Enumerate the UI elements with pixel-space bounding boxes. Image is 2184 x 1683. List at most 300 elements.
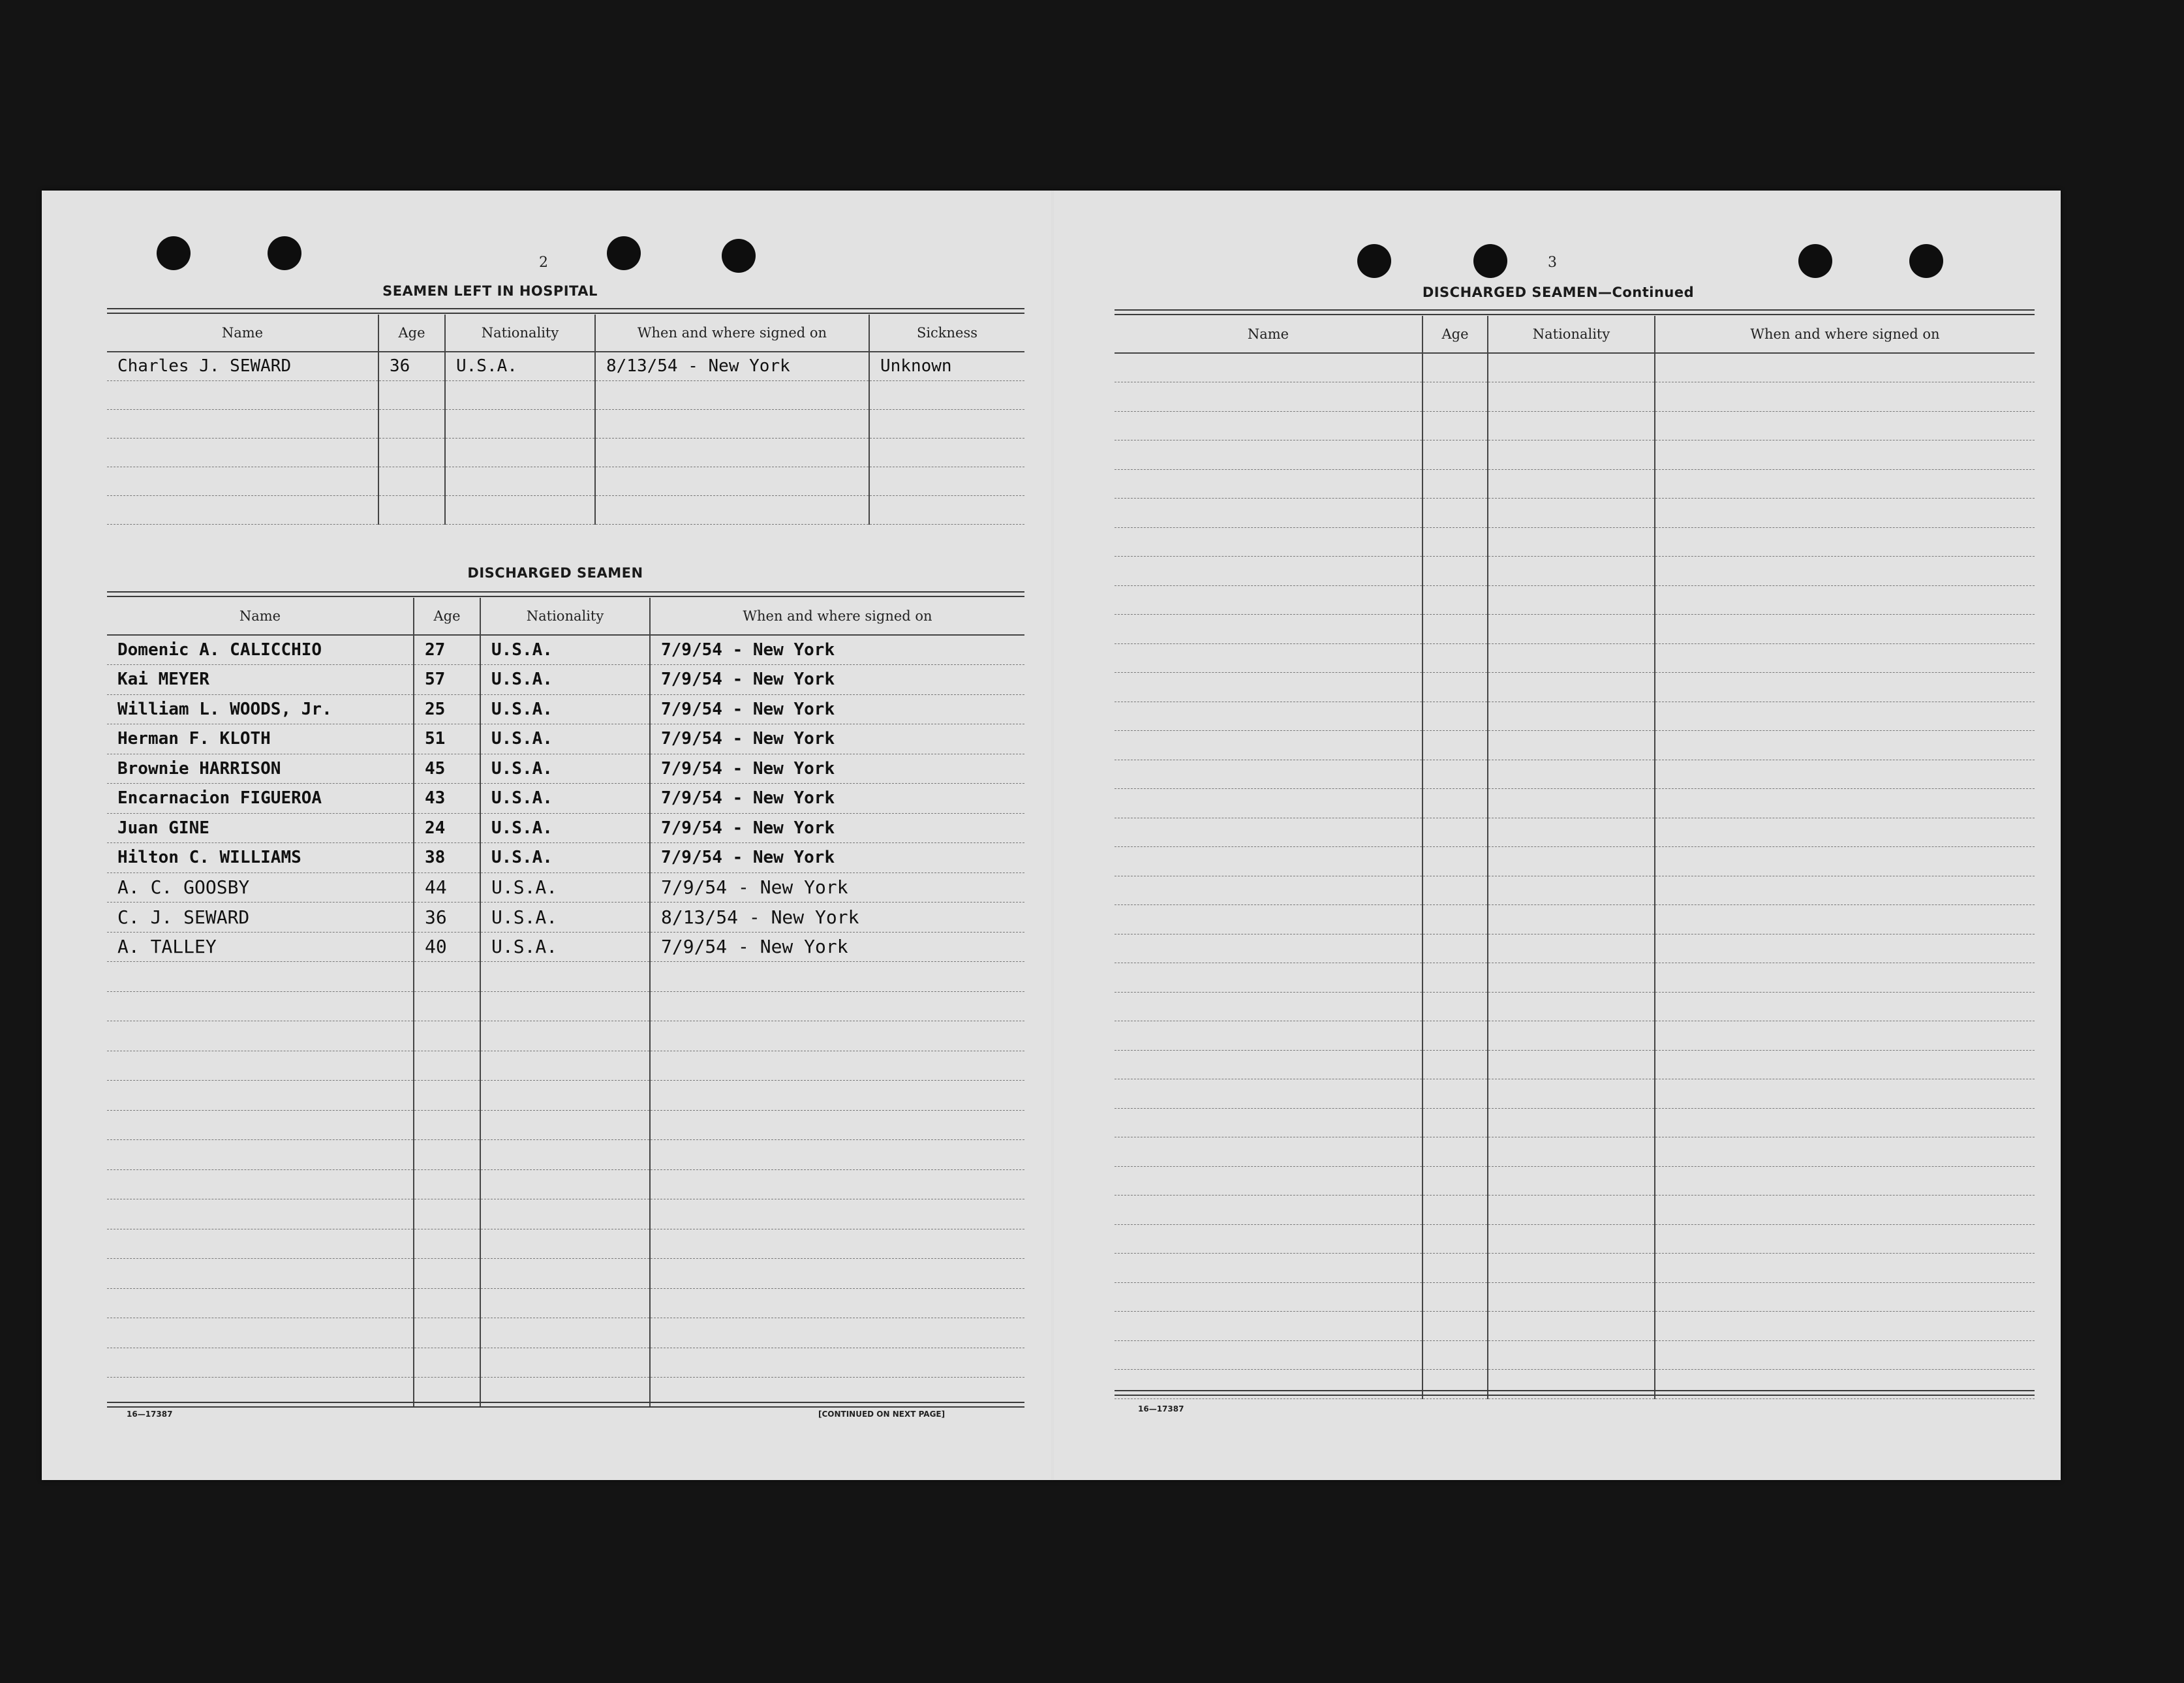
hospital-cell [869,409,1024,438]
discharged-cell [480,1288,650,1318]
continued-cell [1488,499,1655,528]
hospital-cell [378,467,445,495]
continued-cell [1655,818,2035,847]
discharged-cell [107,1169,414,1199]
continued-cell [1655,353,2035,382]
continued-cell [1488,643,1655,673]
continued-table-row [1115,673,2035,702]
hospital-cell [869,380,1024,409]
discharged-cell: 7/9/54 - New York [650,932,1024,962]
discharged-cell: 7/9/54 - New York [650,784,1024,814]
discharged-cell [107,1021,414,1051]
discharged-cell [414,962,480,992]
discharged-cell: 40 [414,932,480,962]
discharged-cell [480,1140,650,1170]
discharged-cell: 7/9/54 - New York [650,724,1024,754]
discharged-cell [480,962,650,992]
hospital-table-row [107,495,1024,524]
discharged-cell [414,991,480,1021]
continued-cell [1423,527,1488,557]
hospital-cell [445,495,595,524]
continued-cell [1115,1224,1423,1254]
punch-hole [1909,244,1943,278]
continued-cell [1115,1340,1423,1370]
discharged-cell: U.S.A. [480,813,650,843]
continued-cell [1423,731,1488,760]
continued-cell [1655,1196,2035,1225]
discharged-cell [480,1229,650,1259]
discharged-cell: 57 [414,665,480,695]
continued-cell [1423,469,1488,499]
discharged-cell [107,1199,414,1229]
discharged-cell [414,1051,480,1081]
document-sheet [42,191,2061,1480]
continued-cell [1488,585,1655,615]
continued-cell [1488,1282,1655,1312]
continued-cell [1488,673,1655,702]
discharged-cell [414,1110,480,1140]
continued-cell [1655,1312,2035,1341]
hospital-table-row [107,409,1024,438]
continued-cell [1115,702,1423,731]
continued-cell [1423,585,1488,615]
discharged-column-header: When and where signed on [650,598,1024,635]
continued-cell [1115,1137,1423,1167]
continued-cell [1655,760,2035,789]
continued-cell [1655,992,2035,1021]
hospital-column-header: Nationality [445,315,595,352]
continued-cell [1115,440,1423,470]
discharged-table-row [107,1288,1024,1318]
continued-cell [1115,1021,1423,1051]
continued-cell [1488,702,1655,731]
hospital-cell [107,409,378,438]
continued-cell [1115,527,1423,557]
continued-table-row [1115,1312,2035,1341]
continued-cell [1115,1282,1423,1312]
hospital-column-header: Age [378,315,445,352]
discharged-cell [414,1199,480,1229]
discharged-cell [480,1051,650,1081]
continued-table-row [1115,992,2035,1021]
punch-hole [1357,244,1391,278]
hospital-cell [595,409,869,438]
continued-cell [1423,760,1488,789]
discharged-cell [414,1169,480,1199]
hospital-cell [869,495,1024,524]
discharged-cell: A. C. GOOSBY [107,872,414,903]
discharged-table-row [107,991,1024,1021]
hospital-cell [107,438,378,467]
discharged-cell: 27 [414,635,480,665]
continued-cell [1488,905,1655,934]
discharged-table-row [107,784,1024,814]
discharged-cell: 8/13/54 - New York [650,903,1024,933]
continued-table-row [1115,789,2035,818]
continued-cell [1423,1108,1488,1137]
discharged-cell [650,1259,1024,1289]
continued-cell [1655,585,2035,615]
continued-cell [1423,1196,1488,1225]
discharged-table-row [107,1259,1024,1289]
continued-table-row [1115,1224,2035,1254]
discharged-cell [650,1318,1024,1348]
hospital-cell: Unknown [869,352,1024,380]
punch-hole [607,236,641,270]
discharged-cell: U.S.A. [480,784,650,814]
continued-table-row [1115,1137,2035,1167]
discharged-cell: U.S.A. [480,903,650,933]
continued-cell [1115,818,1423,847]
continued-cell [1488,876,1655,905]
continued-cell [1488,1340,1655,1370]
hospital-cell [869,438,1024,467]
continued-table-row [1115,963,2035,993]
discharged-table-row [107,1229,1024,1259]
continued-column-header: Nationality [1488,316,1655,353]
continued-cell [1655,1282,2035,1312]
continued-table-row [1115,411,2035,440]
discharged-section-title: DISCHARGED SEAMEN [467,565,643,581]
discharged-cell [480,1110,650,1140]
continued-table-row [1115,1021,2035,1051]
continued-cell [1488,818,1655,847]
continued-cell [1423,818,1488,847]
discharged-cell [480,1081,650,1111]
discharged-table-row [107,1318,1024,1348]
continued-cell [1488,1137,1655,1167]
discharged-cell: U.S.A. [480,843,650,873]
hospital-cell [445,380,595,409]
hospital-table-row [107,380,1024,409]
discharged-cell: 45 [414,754,480,784]
continued-cell [1488,731,1655,760]
hospital-cell: Charles J. SEWARD [107,352,378,380]
form-number: 16—17387 [127,1410,173,1419]
discharged-cell [414,1021,480,1051]
hospital-column-header: When and where signed on [595,315,869,352]
continued-table-row [1115,527,2035,557]
continued-table-row [1115,353,2035,382]
discharged-cell [107,962,414,992]
continued-cell [1423,557,1488,586]
form-number: 16—17387 [1138,1404,1184,1413]
bottom-rule [107,1402,1024,1408]
continued-cell [1115,469,1423,499]
continued-cell [1115,1050,1423,1079]
hospital-cell [595,380,869,409]
discharged-cell: 7/9/54 - New York [650,843,1024,873]
continued-table-row [1115,760,2035,789]
continued-cell [1423,1224,1488,1254]
discharged-cell: U.S.A. [480,754,650,784]
discharged-table-row [107,813,1024,843]
continued-table [1115,316,2035,1399]
continued-cell [1115,411,1423,440]
continued-cell [1423,905,1488,934]
discharged-cell: U.S.A. [480,724,650,754]
discharged-cell: 7/9/54 - New York [650,665,1024,695]
discharged-table-row [107,1081,1024,1111]
hospital-column-header: Name [107,315,378,352]
continued-cell [1115,615,1423,644]
hospital-cell [378,380,445,409]
continued-cell [1423,615,1488,644]
discharged-cell: U.S.A. [480,872,650,903]
section-rule [1115,309,2035,315]
continued-cell [1423,353,1488,382]
hospital-cell: 36 [378,352,445,380]
continued-cell [1423,1282,1488,1312]
discharged-table-row [107,932,1024,962]
continued-cell [1115,963,1423,993]
continued-cell [1488,1196,1655,1225]
continued-cell [1423,876,1488,905]
continued-cell [1655,469,2035,499]
page-fold [1052,191,1054,1480]
continued-cell [1115,1166,1423,1196]
hospital-table [107,315,1024,525]
continued-table-row [1115,847,2035,876]
discharged-table [107,598,1024,1408]
discharged-table-row [107,1348,1024,1378]
discharged-table-row [107,1021,1024,1051]
discharged-cell: 7/9/54 - New York [650,754,1024,784]
continued-cell [1115,1079,1423,1109]
continued-cell [1115,1108,1423,1137]
continued-cell [1115,1196,1423,1225]
discharged-table-row [107,635,1024,665]
continued-cell [1488,760,1655,789]
discharged-column-header: Nationality [480,598,650,635]
page-number: 3 [1548,255,1557,271]
discharged-table-row [107,754,1024,784]
discharged-cell [107,1110,414,1140]
discharged-table-row [107,1051,1024,1081]
continued-cell [1115,847,1423,876]
punch-hole [722,239,756,273]
continued-cell [1655,847,2035,876]
continued-cell [1115,585,1423,615]
discharged-column-header: Age [414,598,480,635]
continued-cell [1423,1079,1488,1109]
continued-table-row [1115,643,2035,673]
discharged-cell: 7/9/54 - New York [650,813,1024,843]
continued-cell [1655,1021,2035,1051]
punch-hole [157,236,191,270]
continued-table-row [1115,557,2035,586]
continued-cell [1423,1166,1488,1196]
continued-cell [1115,992,1423,1021]
continued-cell [1488,963,1655,993]
continued-cell [1488,1166,1655,1196]
continued-cell [1115,1312,1423,1341]
continued-table-row [1115,1079,2035,1109]
continued-cell [1115,876,1423,905]
continued-cell [1115,643,1423,673]
continued-table-row [1115,1166,2035,1196]
continued-cell [1655,1050,2035,1079]
discharged-column-header: Name [107,598,414,635]
continued-cell [1655,905,2035,934]
section-rule [107,308,1024,314]
discharged-table-row [107,1169,1024,1199]
discharged-cell: U.S.A. [480,932,650,962]
continued-cell [1423,992,1488,1021]
discharged-cell: C. J. SEWARD [107,903,414,933]
discharged-cell [480,1199,650,1229]
continued-cell [1655,1108,2035,1137]
continued-cell [1115,789,1423,818]
continued-table-row [1115,382,2035,412]
discharged-cell [107,1288,414,1318]
discharged-cell: Herman F. KLOTH [107,724,414,754]
continued-cell [1655,963,2035,993]
continued-cell [1488,615,1655,644]
continued-cell [1655,382,2035,412]
continued-cell [1655,876,2035,905]
discharged-cell: 38 [414,843,480,873]
continued-cell [1488,1254,1655,1283]
continued-cell [1488,527,1655,557]
continued-cell [1115,934,1423,963]
continued-cell [1115,905,1423,934]
continued-table-row [1115,702,2035,731]
continued-cell [1655,731,2035,760]
continued-cell [1655,499,2035,528]
discharged-table-row [107,1140,1024,1170]
continued-table-row [1115,905,2035,934]
continued-cell [1423,789,1488,818]
continued-cell [1488,557,1655,586]
discharged-cell [414,1348,480,1378]
continued-cell [1655,1079,2035,1109]
discharged-cell: U.S.A. [480,694,650,724]
hospital-table-row [107,438,1024,467]
discharged-cell [107,991,414,1021]
continued-cell [1655,411,2035,440]
continued-column-header: When and where signed on [1655,316,2035,353]
continued-cell [1488,353,1655,382]
continued-cell [1655,1340,2035,1370]
discharged-cell [414,1081,480,1111]
hospital-cell [869,467,1024,495]
discharged-cell [414,1259,480,1289]
continued-cell [1488,1312,1655,1341]
discharged-cell: 7/9/54 - New York [650,635,1024,665]
discharged-cell: 51 [414,724,480,754]
discharged-cell: Encarnacion FIGUEROA [107,784,414,814]
section-rule [107,591,1024,597]
continued-cell [1488,847,1655,876]
continued-cell [1655,557,2035,586]
page-number: 2 [539,255,548,271]
continued-cell [1488,1108,1655,1137]
discharged-cell: A. TALLEY [107,932,414,962]
hospital-cell [107,495,378,524]
discharged-table-row [107,843,1024,873]
continued-cell [1655,934,2035,963]
discharged-cell [107,1318,414,1348]
discharged-table-row [107,962,1024,992]
discharged-cell [650,1110,1024,1140]
continued-table-row [1115,615,2035,644]
continued-cell [1655,643,2035,673]
hospital-cell [107,380,378,409]
discharged-cell: 24 [414,813,480,843]
discharged-cell: William L. WOODS, Jr. [107,694,414,724]
discharged-cell: 25 [414,694,480,724]
continued-cell [1115,673,1423,702]
discharged-cell [107,1081,414,1111]
continued-table-row [1115,876,2035,905]
continued-table-row [1115,1050,2035,1079]
discharged-cell [480,1318,650,1348]
continued-cell [1423,1021,1488,1051]
discharged-table-row [107,724,1024,754]
continued-table-row [1115,818,2035,847]
discharged-cell [650,1288,1024,1318]
hospital-table-row [107,467,1024,495]
continued-cell [1655,1224,2035,1254]
discharged-cell [650,1348,1024,1378]
continued-cell [1655,1137,2035,1167]
punch-hole [1473,244,1507,278]
discharged-table-row [107,1110,1024,1140]
continued-cell [1488,992,1655,1021]
continued-cell [1423,382,1488,412]
continued-table-row [1115,440,2035,470]
discharged-cell: 7/9/54 - New York [650,694,1024,724]
continued-cell [1488,382,1655,412]
continued-cell [1423,1340,1488,1370]
discharged-cell [650,962,1024,992]
continued-cell [1655,1254,2035,1283]
continued-cell [1115,1254,1423,1283]
hospital-cell [378,438,445,467]
discharged-cell [650,1199,1024,1229]
hospital-cell [107,467,378,495]
bottom-rule [1115,1390,2035,1396]
punch-hole [1798,244,1832,278]
hospital-cell [595,495,869,524]
continued-cell [1655,615,2035,644]
continued-cell [1488,411,1655,440]
discharged-cell: Brownie HARRISON [107,754,414,784]
continued-cell [1423,499,1488,528]
discharged-cell: Kai MEYER [107,665,414,695]
discharged-cell: Hilton C. WILLIAMS [107,843,414,873]
continued-cell [1655,673,2035,702]
discharged-cell [414,1288,480,1318]
continued-table-row [1115,1340,2035,1370]
discharged-cell [480,1021,650,1051]
continued-cell [1655,440,2035,470]
continued-table-row [1115,1282,2035,1312]
continued-cell [1115,499,1423,528]
discharged-table-row [107,694,1024,724]
discharged-cell [650,1140,1024,1170]
continued-cell [1488,934,1655,963]
discharged-cell: Domenic A. CALICCHIO [107,635,414,665]
discharged-cell [650,1229,1024,1259]
discharged-cell [650,1169,1024,1199]
discharged-cell [650,1081,1024,1111]
discharged-cell: 36 [414,903,480,933]
discharged-cell [650,991,1024,1021]
discharged-cell: U.S.A. [480,665,650,695]
continued-cell [1423,1254,1488,1283]
